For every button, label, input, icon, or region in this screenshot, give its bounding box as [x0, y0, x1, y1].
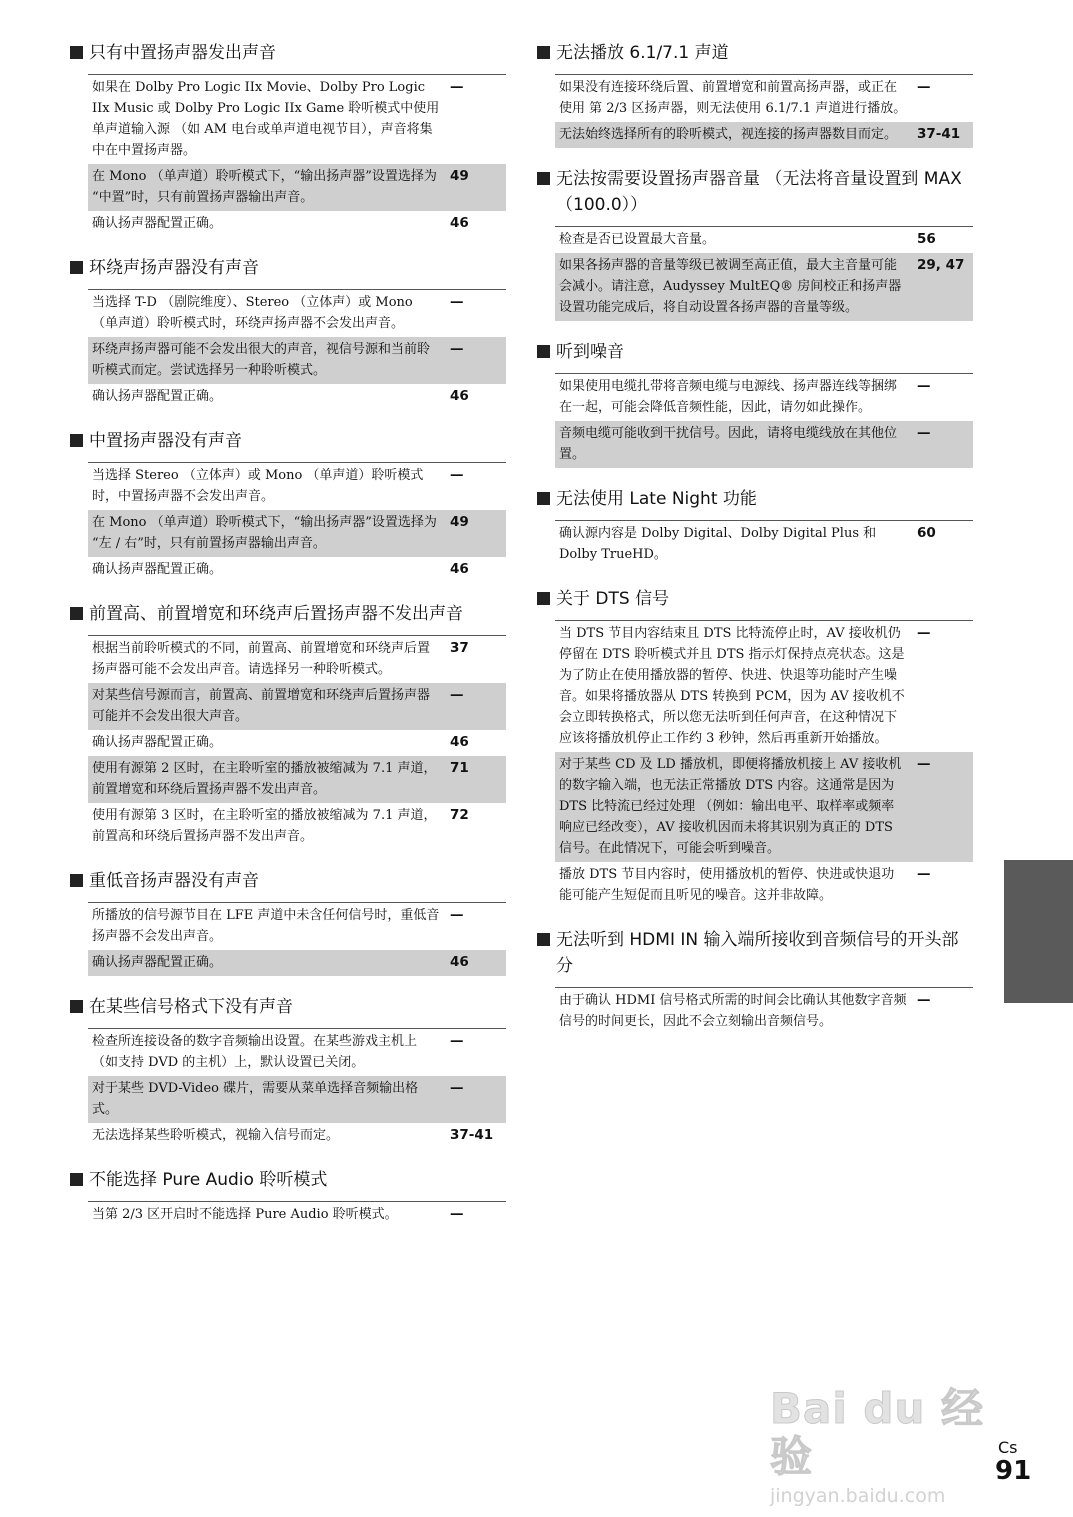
page-reference: 71 [450, 760, 469, 776]
remedy-text: 无法选择某些聆听模式，视输入信号而定。 [92, 1128, 340, 1143]
remedy-text: 当选择 T-D （剧院维度）、Stereo （立体声）或 Mono （单声道）聆听模式时，环绕声扬声器不会发出声音。 [92, 295, 413, 331]
table-row [88, 290, 506, 337]
section-title: 无法播放 6.1/7.1 声道 [556, 43, 729, 63]
table-row [88, 903, 506, 950]
page-reference: — [917, 425, 931, 441]
section-title: 关于 DTS 信号 [556, 589, 670, 609]
troubleshoot-table [88, 635, 506, 850]
square-bullet-icon [70, 874, 83, 887]
table-row [88, 803, 506, 850]
section-heading [70, 428, 506, 454]
section-heading [70, 40, 506, 66]
remedy-text: 在 Mono （单声道）聆听模式下，“输出扬声器”设置选择为 “左 / 右”时，只有前置扬声器输出声音。 [92, 515, 437, 551]
remedy-text: 确认源内容是 Dolby Digital、Dolby Digital Plus 和 Dolby TrueHD。 [559, 526, 877, 562]
section-heading [70, 868, 506, 894]
table-row [555, 253, 973, 321]
troubleshoot-table [555, 373, 973, 468]
square-bullet-icon [537, 46, 550, 59]
square-bullet-icon [537, 933, 550, 946]
remedy-text: 当 DTS 节目内容结束且 DTS 比特流停止时，AV 接收机仍停留在 DTS 聆听模式并且 DTS 指示灯保持点亮状态。这是为了防止在使用播放器的暂停、快进、快退等功能时产生噪音。如果将播放器从 DTS 转换到 PCM，因为 AV 接收机不会立即转换格式，所以您无法听到任何声音，在这种情况下应该将播放机停止工作约 3 秒钟，然后再重新开始播放。 [559, 626, 905, 746]
table-row [555, 862, 973, 909]
table-row [555, 752, 973, 862]
remedy-text: 确认扬声器配置正确。 [92, 735, 223, 750]
section-heading [70, 601, 506, 627]
section-heading [537, 586, 973, 612]
table-row [555, 227, 973, 253]
section-title: 重低音扬声器没有声音 [89, 871, 259, 891]
section-title: 前置高、前置增宽和环绕声后置扬声器不发出声音 [89, 604, 463, 624]
table-row [88, 384, 506, 410]
section-title: 无法按需要设置扬声器音量 （无法将音量设置到 MAX （100.0）） [556, 169, 962, 215]
troubleshoot-section [70, 868, 506, 976]
table-row [88, 1029, 506, 1076]
page-reference: 46 [450, 561, 469, 577]
page-reference: — [917, 378, 931, 394]
remedy-text: 对于某些 DVD-Video 碟片，需要从菜单选择音频输出格式。 [92, 1081, 419, 1117]
troubleshoot-table [555, 520, 973, 568]
troubleshoot-section [70, 40, 506, 237]
remedy-text: 使用有源第 3 区时，在主聆听室的播放被缩减为 7.1 声道，前置高和环绕后置扬声器不发出声音。 [92, 808, 437, 844]
square-bullet-icon [70, 607, 83, 620]
troubleshoot-section [70, 601, 506, 850]
table-row [88, 337, 506, 384]
section-heading [537, 166, 973, 218]
troubleshoot-table [555, 226, 973, 321]
page-reference: 29, 47 [917, 257, 965, 273]
page-reference: 37-41 [917, 126, 961, 142]
remedy-text: 无法始终选择所有的聆听模式，视连接的扬声器数目而定。 [559, 127, 898, 142]
table-row [555, 521, 973, 568]
page-number: 91 [995, 1456, 1032, 1486]
table-row [88, 557, 506, 583]
page-reference: 49 [450, 168, 469, 184]
page-reference: — [450, 1080, 464, 1096]
table-row [88, 1123, 506, 1149]
square-bullet-icon [70, 46, 83, 59]
table-row [555, 374, 973, 421]
troubleshoot-table [555, 74, 973, 148]
page-language: Cs [998, 1438, 1018, 1457]
square-bullet-icon [537, 592, 550, 605]
page-reference: — [450, 1206, 464, 1222]
page-reference: — [917, 866, 931, 882]
remedy-text: 在 Mono （单声道）聆听模式下，“输出扬声器”设置选择为 “中置”时，只有前置扬声器输出声音。 [92, 169, 437, 205]
square-bullet-icon [537, 172, 550, 185]
remedy-text: 音频电缆可能收到干扰信号。因此，请将电缆线放在其他位置。 [559, 426, 898, 462]
section-heading [537, 339, 973, 365]
remedy-text: 由于确认 HDMI 信号格式所需的时间会比确认其他数字音频信号的时间更长，因此不会立刻输出音频信号。 [559, 993, 907, 1029]
troubleshoot-table [88, 289, 506, 410]
table-row [88, 950, 506, 976]
remedy-text: 播放 DTS 节目内容时，使用播放机的暂停、快进或快退功能可能产生短促而且听见的噪音。这并非故障。 [559, 867, 895, 903]
troubleshoot-table [88, 1201, 506, 1228]
table-row [88, 510, 506, 557]
page-reference: 72 [450, 807, 469, 823]
troubleshoot-section [70, 255, 506, 410]
square-bullet-icon [70, 261, 83, 274]
table-row [88, 683, 506, 730]
section-heading [537, 927, 973, 979]
remedy-text: 对于某些 CD 及 LD 播放机，即便将播放机接上 AV 接收机的数字输入端，也无法正常播放 DTS 内容。这通常是因为 DTS 比特流已经过处理 （例如：输出电平、取样率或频率响应已经改变），AV 接收机因而未将其识别为真正的 DTS 信号。在此情况下，可能会听到噪音。 [559, 757, 902, 856]
page-reference: — [450, 341, 464, 357]
table-row [88, 463, 506, 510]
troubleshoot-section [70, 428, 506, 583]
table-row [555, 75, 973, 122]
table-row [88, 1202, 506, 1228]
page-reference: 37 [450, 640, 469, 656]
page-reference: 46 [450, 215, 469, 231]
section-title: 听到噪音 [556, 342, 624, 362]
page-reference: — [917, 756, 931, 772]
table-row [555, 421, 973, 468]
remedy-text: 使用有源第 2 区时，在主聆听室的播放被缩减为 7.1 声道，前置增宽和环绕后置扬声器不发出声音。 [92, 761, 437, 797]
table-row [88, 756, 506, 803]
section-title: 只有中置扬声器发出声音 [89, 43, 276, 63]
table-row [88, 730, 506, 756]
square-bullet-icon [70, 434, 83, 447]
page-reference: 46 [450, 954, 469, 970]
remedy-text: 所播放的信号源节目在 LFE 声道中未含任何信号时，重低音扬声器不会发出声音。 [92, 908, 440, 944]
page-reference: 49 [450, 514, 469, 530]
left-column [70, 40, 506, 1246]
troubleshoot-table [88, 1028, 506, 1149]
section-title: 在某些信号格式下没有声音 [89, 997, 293, 1017]
square-bullet-icon [70, 1173, 83, 1186]
square-bullet-icon [537, 492, 550, 505]
page-reference: — [917, 625, 931, 641]
section-title: 不能选择 Pure Audio 聆听模式 [89, 1170, 328, 1190]
remedy-text: 对某些信号源而言，前置高、前置增宽和环绕声后置扬声器可能并不会发出很大声音。 [92, 688, 431, 724]
troubleshoot-section [70, 1167, 506, 1228]
square-bullet-icon [70, 1000, 83, 1013]
remedy-text: 如果各扬声器的音量等级已被调至高正值，最大主音量可能会减小。请注意，Audyssey MultEQ® 房间校正和扬声器设置功能完成后，将自动设置各扬声器的音量等级。 [559, 258, 902, 315]
remedy-text: 确认扬声器配置正确。 [92, 955, 223, 970]
page-reference: 37-41 [450, 1127, 494, 1143]
section-heading [70, 1167, 506, 1193]
table-row [555, 988, 973, 1035]
troubleshoot-section [537, 339, 973, 468]
page-reference: — [450, 687, 464, 703]
remedy-text: 如果在 Dolby Pro Logic IIx Movie、Dolby Pro Logic IIx Music 或 Dolby Pro Logic IIx Game 聆听模式中使用单声道输入源 （如 AM 电台或单声道电视节目），声音将集中在中置扬声器。 [92, 80, 440, 158]
page-reference: — [917, 992, 931, 1008]
troubleshoot-section [537, 40, 973, 148]
page-reference: 46 [450, 734, 469, 750]
table-row [88, 75, 506, 164]
page-reference: 60 [917, 525, 936, 541]
table-row [88, 164, 506, 211]
table-row [555, 122, 973, 148]
remedy-text: 检查是否已设置最大音量。 [559, 232, 716, 247]
section-heading [70, 994, 506, 1020]
remedy-text: 确认扬声器配置正确。 [92, 562, 223, 577]
watermark-url: jingyan.baidu.com [770, 1485, 946, 1507]
troubleshoot-table [555, 620, 973, 909]
page-reference: — [917, 79, 931, 95]
section-title: 无法使用 Late Night 功能 [556, 489, 757, 509]
page-reference: — [450, 1033, 464, 1049]
remedy-text: 如果没有连接环绕后置、前置增宽和前置高扬声器，或正在使用 第 2/3 区扬声器，则无法使用 6.1/7.1 声道进行播放。 [559, 80, 907, 116]
section-heading [537, 486, 973, 512]
right-column [537, 40, 973, 1053]
watermark [770, 1384, 1010, 1507]
table-row [555, 621, 973, 752]
section-title: 无法听到 HDMI IN 输入端所接收到音频信号的开头部分 [556, 930, 959, 976]
remedy-text: 确认扬声器配置正确。 [92, 389, 223, 404]
section-heading [70, 255, 506, 281]
page-reference: — [450, 467, 464, 483]
troubleshoot-table [555, 987, 973, 1035]
remedy-text: 环绕声扬声器可能不会发出很大的声音，视信号源和当前聆听模式而定。尝试选择另一种聆听模式。 [92, 342, 431, 378]
page-reference: 56 [917, 231, 936, 247]
watermark-logo: Bai du 经验 [770, 1384, 984, 1481]
remedy-text: 确认扬声器配置正确。 [92, 216, 223, 231]
troubleshoot-section [537, 166, 973, 321]
troubleshoot-section [537, 586, 973, 909]
remedy-text: 当第 2/3 区开启时不能选择 Pure Audio 聆听模式。 [92, 1207, 398, 1222]
troubleshoot-table [88, 902, 506, 976]
troubleshoot-section [537, 486, 973, 568]
troubleshoot-table [88, 74, 506, 237]
remedy-text: 检查所连接设备的数字音频输出设置。在某些游戏主机上 （如支持 DVD 的主机）上，默认设置已关闭。 [92, 1034, 418, 1070]
table-row [88, 636, 506, 683]
chapter-tab [1004, 860, 1073, 1003]
section-title: 中置扬声器没有声音 [89, 431, 242, 451]
table-row [88, 211, 506, 237]
page-reference: — [450, 79, 464, 95]
square-bullet-icon [537, 345, 550, 358]
table-row [88, 1076, 506, 1123]
troubleshoot-section [70, 994, 506, 1149]
remedy-text: 根据当前聆听模式的不同，前置高、前置增宽和环绕声后置扬声器可能不会发出声音。请选择另一种聆听模式。 [92, 641, 431, 677]
troubleshoot-table [88, 462, 506, 583]
page-reference: 46 [450, 388, 469, 404]
remedy-text: 当选择 Stereo （立体声）或 Mono （单声道）聆听模式时，中置扬声器不会发出声音。 [92, 468, 424, 504]
section-title: 环绕声扬声器没有声音 [89, 258, 259, 278]
remedy-text: 如果使用电缆扎带将音频电缆与电源线、扬声器连线等捆绑在一起，可能会降低音频性能，因此，请勿如此操作。 [559, 379, 898, 415]
page-reference: — [450, 907, 464, 923]
section-heading [537, 40, 973, 66]
troubleshoot-section [537, 927, 973, 1035]
page-reference: — [450, 294, 464, 310]
